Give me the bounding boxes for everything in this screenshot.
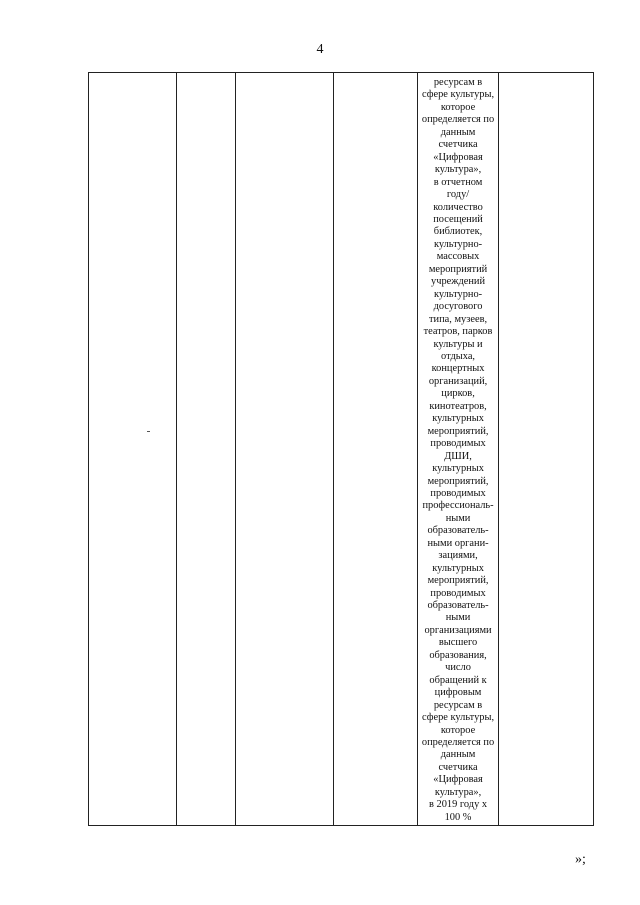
cell-text-line: культуры и — [433, 338, 483, 350]
cell-text-line: театров, парков — [423, 326, 493, 338]
cell-text-line: мероприятий, — [427, 575, 489, 587]
cell-text-line: проводимых — [430, 438, 486, 450]
cell-text-line: массовых — [436, 251, 480, 263]
cell-text-line: организациями — [424, 624, 492, 636]
table-column-5 — [418, 73, 500, 825]
document-table — [88, 72, 594, 826]
cell-text-line: проводимых — [430, 587, 486, 599]
cell-text-line: определяется по — [421, 114, 495, 126]
cell-text-line: культура», — [434, 786, 482, 798]
cell-text-line: образователь- — [427, 600, 489, 612]
cell-text-line: высшего — [438, 637, 478, 649]
table-column-2 — [177, 73, 237, 825]
cell-text-line: посещений — [433, 213, 483, 225]
cell-text-line: «Цифровая — [433, 774, 483, 786]
cell-text-line: типа, музеев, — [429, 313, 488, 325]
cell-text-line: культура», — [434, 164, 482, 176]
cell-text-line: обращений к — [429, 674, 487, 686]
table-column-6 — [499, 73, 593, 825]
cell-text-line: ными — [445, 512, 471, 524]
cell-text-line: культурных — [432, 413, 484, 425]
cell-text-line: ными — [445, 612, 471, 624]
stray-mark — [147, 431, 150, 432]
cell-text-line: ресурсам в — [433, 77, 483, 88]
cell-text-line: количество — [433, 201, 483, 213]
cell-text-line: учреждений — [431, 276, 486, 288]
cell-text-line: году/ — [446, 189, 470, 201]
cell-text-line: мероприятий, — [427, 425, 489, 437]
cell-text-line: библиотек, — [433, 226, 483, 238]
cell-text-line: культурных — [432, 562, 484, 574]
cell-text-line: ДШИ, — [444, 450, 472, 462]
page-number: 4 — [316, 42, 324, 57]
cell-text-line: отдыха, — [441, 350, 476, 362]
cell-text-line: счетчика — [438, 761, 478, 773]
cell-text-line: образования, — [429, 649, 487, 661]
cell-text-line: данным — [440, 749, 476, 761]
cell-text-line: в 2019 году х — [429, 799, 488, 811]
cell-text-line: организаций, — [428, 375, 488, 387]
cell-text-line: число — [445, 662, 471, 674]
cell-text-line: сфере культуры, — [422, 712, 495, 724]
cell-text-line: данным — [440, 126, 476, 138]
cell-text-line: ными органи- — [427, 537, 489, 549]
cell-text-line: «Цифровая — [433, 151, 483, 163]
table-column-1 — [89, 73, 177, 825]
cell-text-line: 100 % — [444, 811, 472, 823]
cell-text-line: мероприятий — [428, 263, 488, 275]
cell-text-line: зациями, — [438, 550, 478, 562]
cell-text-line: образователь- — [427, 525, 489, 537]
cell-text-line: досугового — [433, 301, 483, 313]
closing-quote-mark: »; — [575, 852, 586, 867]
cell-text-line: культурно- — [433, 238, 483, 250]
cell-text-line: концертных — [431, 363, 485, 375]
cell-text-line: культурно- — [433, 288, 483, 300]
cell-text-line: профессиональ- — [422, 500, 494, 512]
indicator-formula-text — [418, 77, 499, 824]
table-column-4 — [334, 73, 418, 825]
cell-text-line: сфере культуры, — [422, 89, 495, 101]
cell-text-line: которое — [440, 724, 476, 736]
cell-text-line: проводимых — [430, 487, 486, 499]
cell-text-line: определяется по — [421, 737, 495, 749]
table-column-3 — [236, 73, 334, 825]
cell-text-line: культурных — [432, 463, 484, 475]
cell-text-line: счетчика — [438, 139, 478, 151]
cell-text-line: которое — [440, 101, 476, 113]
cell-text-line: ресурсам в — [433, 699, 483, 711]
cell-text-line: кинотеатров, — [429, 400, 487, 412]
cell-text-line: мероприятий, — [427, 475, 489, 487]
cell-text-line: цирков, — [441, 388, 475, 400]
cell-text-line: в отчетном — [433, 176, 483, 188]
cell-text-line: цифровым — [434, 687, 482, 699]
